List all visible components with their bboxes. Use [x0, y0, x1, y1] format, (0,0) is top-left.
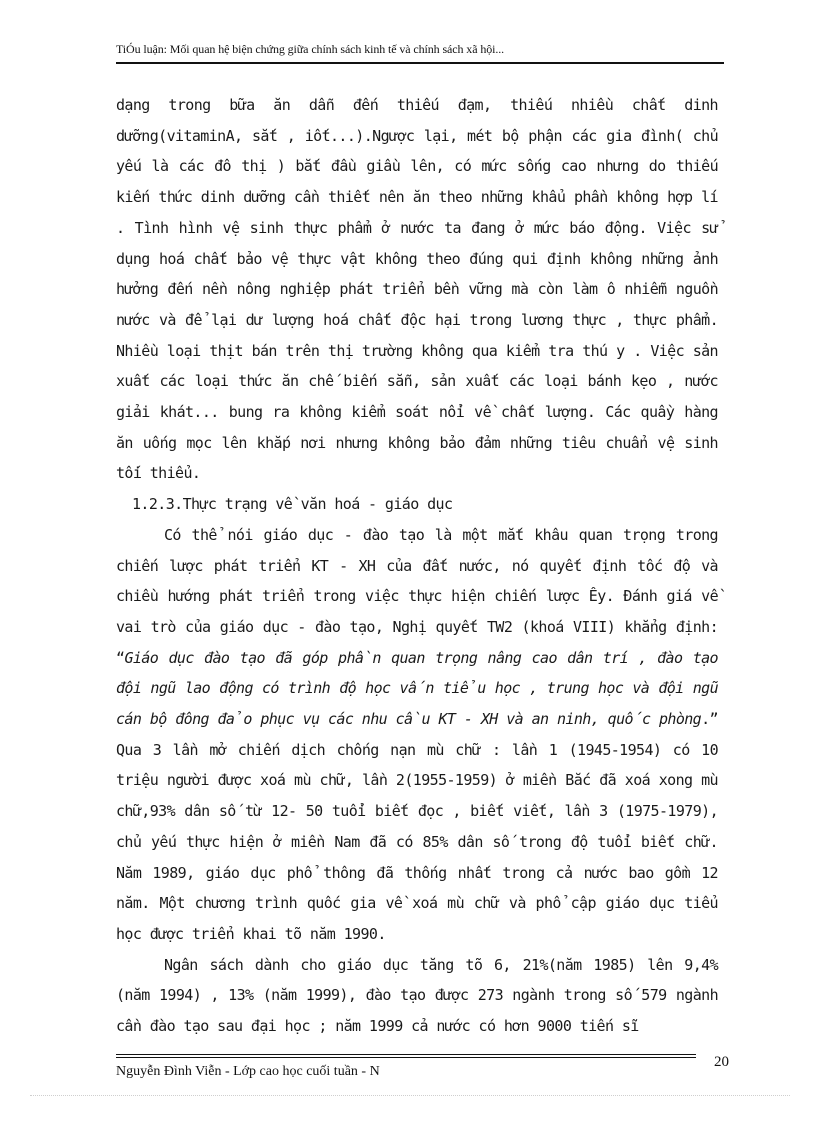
paragraph-nutrition: dạng trong bữa ăn dẫn đến thiếu đạm, thiếu nhiều chất dinh dưỡng(vitaminA, sắt , iốt...).Ngược lại, mét bộ phận các gia đình( chủ yếu là các đô thị ) bắt đầu giầu lên, có mức sống cao nhưng do thiếu kiến thức dinh dưỡng cần thiết nên ăn theo những khẩu phần không hợp lí . Tình hình vệ sinh thực phẩm ở nước ta đang ở mức báo động. Việc sử dụng hoá chất bảo vệ thực vật không theo đúng qui định không những ảnh hưởng đến nền nông nghiệp phát triển bền vững mà còn làm ô nhiễm nguồn nước và để lại dư lượng hoá chất độc hại trong lương thực , thực phẩm. Nhiều loại thịt bán trên thị trường không qua kiểm tra thú y . Việc sản xuất các loại thức ăn chế biến sẵn, sản xuất các loại bánh kẹo , nước giải khát... bung ra không kiểm soát nổi về chất lượng. Các quầy hàng ăn uống mọc lên khắp nơi nhưng không bảo đảm những tiêu chuẩn vệ sinh tối thiểu.: [116, 96, 718, 483]
paragraph-education-intro: Có thể nói giáo dục - đào tạo là một mắt khâu quan trọng trong chiến lược phát triển KT - XH của đất nước, nó quyết định tốc độ và chiều hướng phát triển trong việc thực hiện chiến lược Êy. Đánh giá về vai trò của giáo dục - đào tạo, Nghị quyết TW2 (khoá VIII) khẳng định: “: [116, 525, 718, 667]
section-heading: 1.2.3.Thực trạng về văn hoá - giáo dục: [132, 495, 453, 514]
paragraph-education-rest: .” Qua 3 lần mở chiến dịch chống nạn mù chữ : lần 1 (1945-1954) có 10 triệu người được xoá mù chữ, lần 2(1955-1959) ở miền Bắc đã xoá xong mù chữ,93% dân số từ 12- 50 tuổi biết đọc , biết viết, lần 3 (1975-1979), chủ yếu thực hiện ở miền Nam đã có 85% dân số trong độ tuổi biết chữ. Năm 1989, giáo dục phổ thông đã thống nhất trong cả nước bao gồm 12 năm. Một chương trình quốc gia về xoá mù chữ và phổ cập giáo dục tiểu học được triển khai tõ năm 1990.: [116, 710, 718, 943]
footer-rule-bottom: [116, 1057, 696, 1058]
page-edge-divider: [30, 1095, 790, 1096]
resolution-quote: Giáo dục đào tạo đã góp phần quan trọng nâng cao dân trí , đào tạo đội ngũ lao động có trình độ học vấn tiểu học , trung học và đội ngũ cán bộ đông đảo phục vụ các nhu cầu KT - XH và an ninh, quốc phòng: [116, 648, 718, 729]
paragraph-education: [116, 520, 718, 950]
running-header: TiÓu luận: Mối quan hệ biện chứng giữa chính sách kinh tế và chính sách xã hội...: [116, 42, 505, 56]
footer-rule-top: [116, 1054, 696, 1055]
document-body: [116, 90, 718, 1042]
footer-author: Nguyễn Đình Viễn - Lớp cao học cuối tuần - N: [116, 1064, 380, 1079]
paragraph-budget: Ngân sách dành cho giáo dục tăng tõ 6, 21%(năm 1985) lên 9,4% (năm 1994) , 13% (năm 1999), đào tạo được 273 ngành trong số 579 ngành cần đào tạo sau đại học ; năm 1999 cả nước có hơn 9000 tiến sĩ: [116, 955, 718, 1036]
page-number: 20: [714, 1054, 729, 1070]
header-rule: [116, 62, 724, 64]
